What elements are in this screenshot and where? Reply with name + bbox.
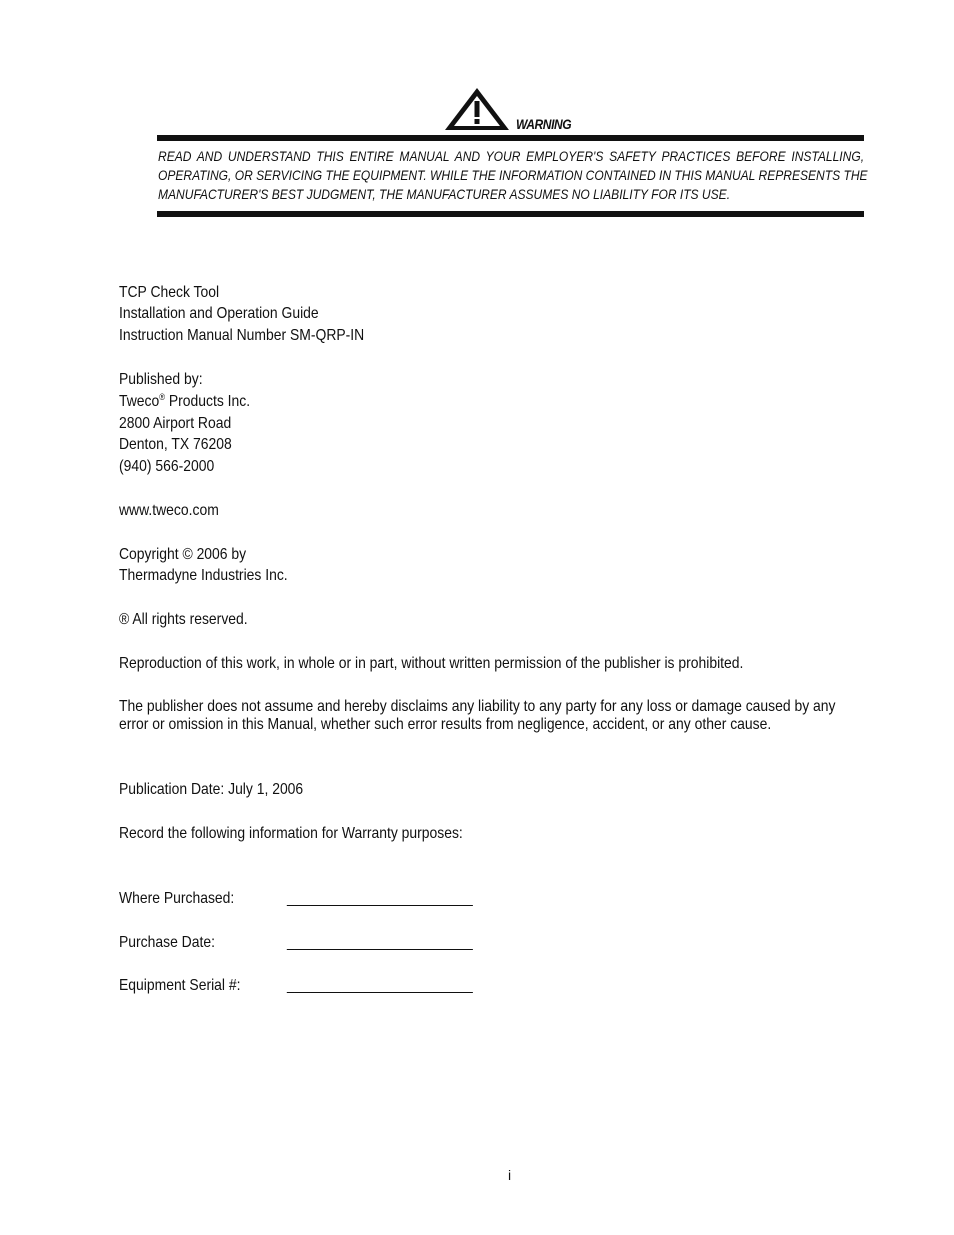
where-purchased-label: Where Purchased: <box>119 890 235 907</box>
copyright-line: Copyright © 2006 by <box>119 546 247 563</box>
warning-line: READ AND UNDERSTAND THIS ENTIRE MANUAL AND YOUR EMPLOYER'S SAFETY PRACTICES BEFORE INSTALLING, <box>158 148 865 164</box>
warning-triangle-icon <box>443 86 511 132</box>
publisher-phone: (940) 566-2000 <box>119 458 215 475</box>
warning-top-rule <box>157 135 864 141</box>
rights-reserved: ® All rights reserved. <box>119 611 248 628</box>
publisher-name: Tweco® Products Inc. <box>119 392 251 410</box>
manual-number: Instruction Manual Number SM-QRP-IN <box>119 327 365 344</box>
publisher-street: 2800 Airport Road <box>119 415 232 432</box>
product-guide: Installation and Operation Guide <box>119 305 319 322</box>
product-name: TCP Check Tool <box>119 284 220 301</box>
publication-date: Publication Date: July 1, 2006 <box>119 781 304 798</box>
warning-title: WARNING <box>516 116 572 132</box>
page-number: i <box>508 1167 512 1183</box>
publisher-website: www.tweco.com <box>119 502 219 519</box>
purchase-date-label: Purchase Date: <box>119 934 215 951</box>
serial-number-label: Equipment Serial #: <box>119 977 241 994</box>
warning-bottom-rule <box>157 211 864 217</box>
serial-number-blank: ________________________ <box>287 977 473 994</box>
disclaimer-line: The publisher does not assume and hereby disclaims any liability to any party for any loss or damage caused by any <box>119 698 836 715</box>
warning-line: MANUFACTURER'S BEST JUDGMENT, THE MANUFACTURER ASSUMES NO LIABILITY FOR ITS USE. <box>158 186 731 202</box>
warning-text <box>158 147 868 204</box>
copyright-holder: Thermadyne Industries Inc. <box>119 567 288 584</box>
disclaimer-line: error or omission in this Manual, whether such error results from negligence, accident, or any other cause. <box>119 716 772 733</box>
publisher-city: Denton, TX 76208 <box>119 436 232 453</box>
published-by-label: Published by: <box>119 371 203 388</box>
warranty-intro: Record the following information for Warranty purposes: <box>119 825 463 842</box>
warning-line: OPERATING, OR SERVICING THE EQUIPMENT. WHILE THE INFORMATION CONTAINED IN THIS MANUAL REPRESENTS THE <box>158 167 868 183</box>
where-purchased-blank: ________________________ <box>287 890 473 907</box>
purchase-date-blank: ________________________ <box>287 934 473 951</box>
reproduction-notice: Reproduction of this work, in whole or in part, without written permission of the publisher is prohibited. <box>119 655 744 672</box>
